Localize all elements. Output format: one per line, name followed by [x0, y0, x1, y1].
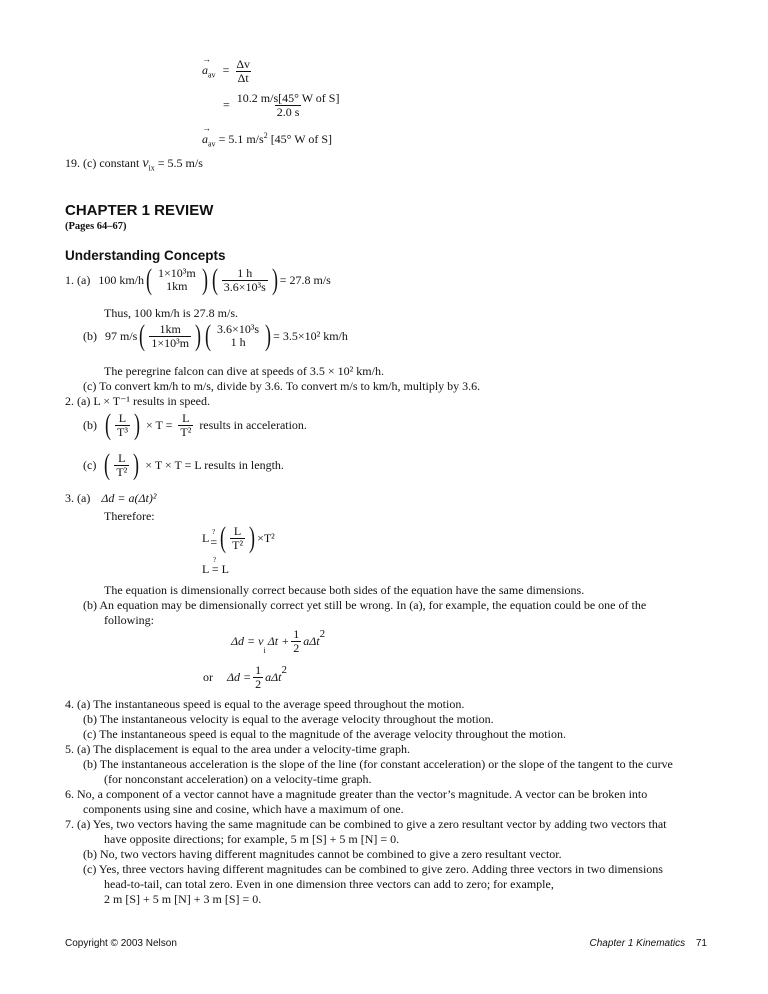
q4a: 4. (a) The instantaneous speed is equal to the average speed throughout the motion. — [65, 697, 465, 711]
q7a-line2: have opposite directions; for example, 5 m [S] + 5 m [N] = 0. — [104, 832, 400, 846]
q3b-line1: (b) An equation may be dimensionally correct yet still be wrong. In (a), for example, the equation could be one of the — [83, 598, 647, 612]
q3-therefore: Therefore: — [104, 509, 155, 523]
q5a: 5. (a) The displacement is equal to the area under a velocity-time graph. — [65, 742, 410, 756]
q3-dim-equation: L ? = ( $\frac{L}{\text{T²}}$ ) ×T² — [202, 521, 275, 554]
q5b-line2: (for nonconstant acceleration) on a velocity-time graph. — [104, 772, 372, 786]
q1a-equation: 1. (a) 100 km/h ( 1×10³m 1km ) ( $\frac{1 h}{\text{3.6×10³s}}$ ) = 27.8 m/s — [65, 263, 331, 296]
q3-equation-option2: or Δd = $\frac{1}{2}$ aΔt 2 — [203, 663, 288, 691]
q1c: (c) To convert km/h to m/s, divide by 3.6. To convert m/s to km/h, multiply by 3.6. — [83, 379, 481, 393]
q1b-equation: (b) 97 m/s ( $\frac{1km}{\text{1×10³m}}$ ) ( 3.6×10³s 1 h ) = 3.5×10² km/h — [83, 319, 348, 352]
q3-equation-option1: Δd = v $_i$ Δt + $\frac{1}{2}$ aΔt 2 — [231, 627, 326, 655]
aav-symbol: → a — [202, 63, 208, 78]
page-number: 71 — [695, 938, 707, 949]
q19-answer: 19. (c) constant $v_{ix} = 5.5$ m/s — [65, 156, 203, 173]
chapter-pages: (Pages 64–67) — [65, 221, 127, 232]
q7c-line2: head-to-tail, can total zero. Even in one dimension three vectors can add to zero; for example, — [104, 877, 554, 891]
q3a-equation: 3. (a) Δd = a(Δt)² — [65, 491, 157, 505]
q6-line2: components using sine and cosine, which have a maximum of one. — [83, 802, 404, 816]
aav-equation-line2: = $\frac{\text{10.2 m/s[45° W of S]}}{2.0 s}$ — [223, 91, 340, 119]
chapter-title: CHAPTER 1 REVIEW — [65, 202, 214, 219]
q2c-equation: (c) ( $\frac{L}{\text{T²}}$ ) × T × T = L results in length. — [83, 448, 284, 481]
q5b-line1: (b) The instantaneous acceleration is the slope of the line (for constant acceleration) or the slope of the tangent to the curve — [83, 757, 673, 771]
q1b-note: The peregrine falcon can dive at speeds of 3.5 × 10² km/h. — [104, 364, 384, 378]
q2a: 2. (a) L × T⁻¹ results in speed. — [65, 394, 211, 408]
footer-copyright: Copyright © 2003 Nelson — [65, 938, 177, 949]
q7c-line3: 2 m [S] + 5 m [N] + 3 m [S] = 0. — [104, 892, 262, 906]
q4b: (b) The instantaneous velocity is equal to the average velocity throughout the motion. — [83, 712, 494, 726]
footer-chapter: Chapter 1 Kinematics 71 — [589, 938, 707, 949]
value-fraction: $\frac{\text{10.2 m/s[45° W of S]}}{2.0 s}$ — [236, 91, 340, 119]
aav-equation-line1: → $a_{av}$ = $\frac{\Delta v}{\Delta t}$ — [202, 58, 254, 85]
q4c: (c) The instantaneous speed is equal to the magnitude of the average velocity throughout the motion. — [83, 727, 566, 741]
q7b: (b) No, two vectors having different magnitudes cannot be combined to give a zero resultant vector. — [83, 847, 562, 861]
q7c-line1: (c) Yes, three vectors having different magnitudes can be combined to give zero. Adding three vectors in two dimensions — [83, 862, 663, 876]
q6-line1: 6. No, a component of a vector cannot have a magnitude greater than the vector’s magnitude. A vector can be broken into — [65, 787, 648, 801]
q1a-thus: Thus, 100 km/h is 27.8 m/s. — [104, 306, 239, 320]
q3a-text: The equation is dimensionally correct because both sides of the equation have the same dimensions. — [104, 583, 585, 597]
q3b-line2: following: — [104, 613, 154, 627]
dv-over-dt-fraction: $\frac{\Delta v}{\Delta t}$ — [236, 57, 251, 85]
q7a-line1: 7. (a) Yes, two vectors having the same magnitude can be combined to give a zero resultant vector by adding two vectors that — [65, 817, 667, 831]
aav-result: → $a_{av} = 5.1$ $m/s^2$ [45° W of S] — [202, 131, 332, 148]
section-heading: Understanding Concepts — [65, 248, 226, 263]
q3-L-equals-L: ? L = L — [202, 556, 229, 576]
q2b-equation: (b) ( $\frac{L}{\text{T³}}$ ) × T = $\frac{L}{\text{T²}}$ results in acceleration. — [83, 408, 307, 441]
